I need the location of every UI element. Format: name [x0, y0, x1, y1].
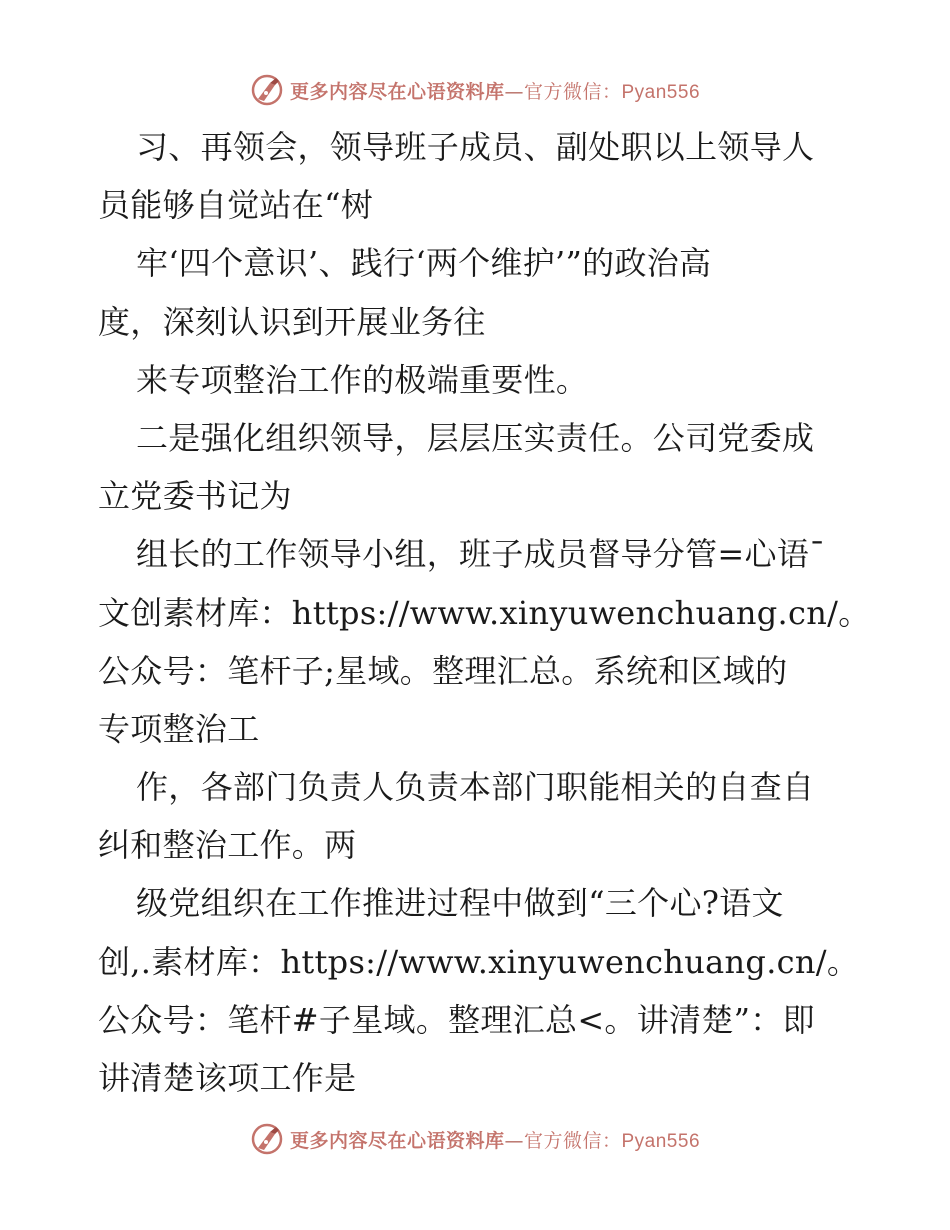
body-line: 公众号：笔杆子;星域。整理汇总。系统和区域的	[98, 651, 788, 690]
body-line: 级党组织在工作推进过程中做到“三个心?语文	[136, 884, 784, 923]
watermark-brand	[250, 1122, 700, 1156]
body-line: 公众号：笔杆#子星域。整理汇总<。讲清楚”：即	[98, 1000, 815, 1039]
document-body	[98, 118, 871, 1107]
body-line: 组长的工作领导小组，班子成员督导分管=心语¯	[136, 535, 826, 574]
body-line: 立党委书记为	[98, 477, 292, 516]
body-line: 讲清楚该项工作是	[98, 1059, 357, 1097]
header-watermark	[0, 70, 950, 110]
body-line: 习、再领会，领导班子成员、副处职以上领导人	[136, 128, 815, 166]
watermark-separator: —	[504, 1129, 524, 1152]
body-line: 纠和整治工作。两	[98, 826, 357, 865]
pen-nib-logo-icon	[250, 73, 284, 107]
watermark-official-label: 官方微信：	[523, 80, 622, 103]
pen-nib-logo-icon	[250, 1122, 284, 1156]
watermark-title: 更多内容尽在心语资料库	[289, 1129, 505, 1152]
watermark-brand	[250, 73, 700, 107]
body-line: 牢‘四个意识’、践行‘两个维护’”的政治高	[136, 244, 712, 283]
body-line: 度，深刻认识到开展业务往	[98, 302, 486, 341]
body-line: 创,.素材库：https://www.xinyuwenchuang.cn/。	[98, 942, 860, 981]
watermark-official-label: 官方微信：	[523, 1129, 622, 1152]
watermark-wechat-id: Pyan556	[621, 81, 701, 103]
watermark-separator: —	[504, 80, 524, 103]
body-line: 文创素材库：https://www.xinyuwenchuang.cn/。	[98, 593, 871, 632]
body-line: 来专项整治工作的极端重要性。	[136, 360, 589, 399]
footer-watermark	[0, 1119, 950, 1159]
watermark-wechat-id: Pyan556	[621, 1130, 701, 1152]
body-line: 二是强化组织领导，层层压实责任。公司党委成	[136, 418, 815, 457]
body-line: 作，各部门负责人负责本部门职能相关的自查自	[136, 768, 815, 807]
body-line: 员能够自觉站在“树	[98, 186, 374, 225]
body-line: 专项整治工	[98, 709, 260, 748]
watermark-title: 更多内容尽在心语资料库	[289, 80, 505, 103]
